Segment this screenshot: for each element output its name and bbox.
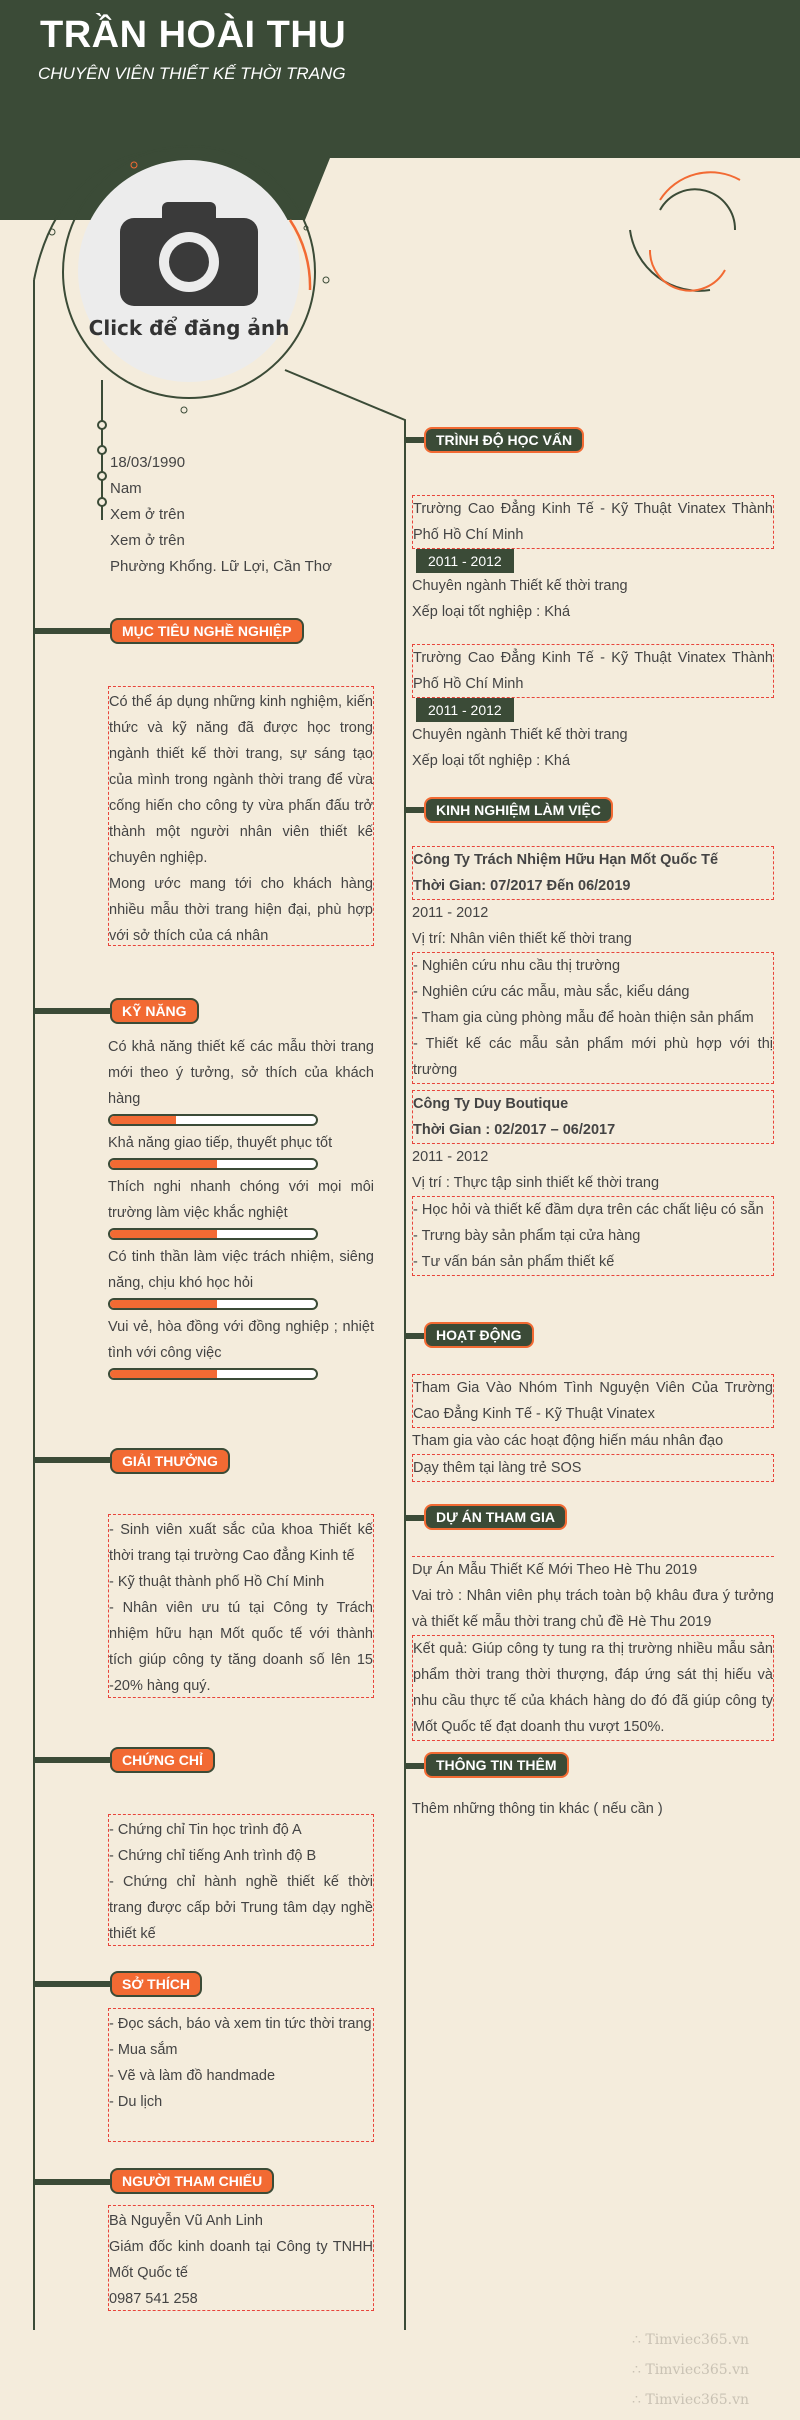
- skill-bar-fill: [110, 1370, 217, 1378]
- education-school[interactable]: Trường Cao Đẳng Kinh Tế - Kỹ Thuật Vinatex Thành Phố Hồ Chí Minh: [412, 644, 774, 698]
- experience-dates: 2011 - 2012: [412, 1149, 489, 1165]
- skill-label: Khả năng giao tiếp, thuyết phục tốt: [108, 1135, 333, 1151]
- education-grade: Xếp loại tốt nghiệp : Khá: [412, 604, 571, 620]
- experience-task: - Nghiên cứu nhu cầu thị trường: [413, 958, 621, 974]
- skill-bar: [108, 1114, 318, 1126]
- activities-title: HOẠT ĐỘNG: [424, 1322, 534, 1348]
- certificates-title: CHỨNG CHỈ: [110, 1747, 215, 1773]
- watermark: ∴ Timviec365.vn: [632, 2332, 750, 2348]
- hobbies-box[interactable]: [108, 2008, 374, 2142]
- experience-item: [412, 846, 774, 1084]
- skill-label: Có khả năng thiết kế các mẫu thời trang mới theo ý tưởng, sở thích của khách hàng: [108, 1039, 374, 1107]
- education-title: TRÌNH ĐỘ HỌC VẤN: [424, 427, 584, 453]
- objective-title: MỤC TIÊU NGHỀ NGHIỆP: [110, 618, 304, 644]
- watermark: ∴ Timviec365.vn: [632, 2362, 750, 2378]
- experience-task: - Tham gia cùng phòng mẫu để hoàn thiện sản phẩm: [413, 1010, 754, 1026]
- hobby-line: - Vẽ và làm đồ handmade: [109, 2068, 276, 2084]
- photo-upload-label: Click để đăng ảnh: [88, 316, 290, 340]
- education-dates: 2011 - 2012: [416, 549, 514, 573]
- experience-title: KINH NGHIỆM LÀM VIỆC: [424, 797, 613, 823]
- skill-bar-fill: [110, 1230, 217, 1238]
- activity-line: Tham gia vào các hoạt động hiến máu nhân đạo: [412, 1433, 724, 1449]
- skill-bar-fill: [110, 1116, 176, 1124]
- skill-label: Thích nghi nhanh chóng với mọi môi trường làm việc khắc nghiệt: [108, 1179, 374, 1221]
- experience-company: Công Ty Trách Nhiệm Hữu Hạn Mốt Quốc Tế: [413, 852, 719, 868]
- extra-title: THÔNG TIN THÊM: [424, 1752, 569, 1778]
- candidate-name: TRẦN HOÀI THU: [40, 14, 347, 56]
- experience-dates: 2011 - 2012: [412, 905, 489, 921]
- camera-icon: [120, 202, 258, 306]
- skill-bar-fill: [110, 1160, 217, 1168]
- experience-task: - Học hỏi và thiết kế đầm dựa trên các chất liệu có sẵn: [413, 1202, 764, 1218]
- experience-tasks[interactable]: [412, 952, 774, 1084]
- skill-bar-fill: [110, 1300, 217, 1308]
- certificate-line: - Chứng chỉ tiếng Anh trình độ B: [109, 1848, 317, 1864]
- awards-title: GIẢI THƯỞNG: [110, 1448, 230, 1474]
- reference-line: Bà Nguyễn Vũ Anh Linh: [109, 2213, 263, 2229]
- reference-title: NGƯỜI THAM CHIẾU: [110, 2168, 274, 2194]
- experience-company: Công Ty Duy Boutique: [413, 1096, 569, 1112]
- reference-line: 0987 541 258: [109, 2291, 198, 2307]
- experience-task: - Tư vấn bán sản phẩm thiết kế: [413, 1254, 615, 1270]
- email: Xem ở trên: [110, 532, 185, 549]
- education-dates: 2011 - 2012: [416, 698, 514, 722]
- experience-position: Vị trí: Nhân viên thiết kế thời trang: [412, 931, 632, 947]
- projects-title: DỰ ÁN THAM GIA: [424, 1504, 567, 1530]
- phone: Xem ở trên: [110, 506, 185, 523]
- skill-bar: [108, 1158, 318, 1170]
- experience-task: - Nghiên cứu các mẫu, màu sắc, kiểu dáng: [413, 984, 690, 1000]
- award-line: - Sinh viên xuất sắc của khoa Thiết kế thời trang tại trường Cao đẳng Kinh tế: [109, 1522, 373, 1564]
- activity-line[interactable]: Dạy thêm tại làng trẻ SOS: [412, 1454, 774, 1482]
- hobby-line: - Du lịch: [109, 2094, 163, 2110]
- education-school[interactable]: Trường Cao Đẳng Kinh Tế - Kỹ Thuật Vinatex Thành Phố Hồ Chí Minh: [412, 495, 774, 549]
- address: Phường Khổng. Lữ Lợi, Cần Thơ: [110, 558, 332, 575]
- certificates-box[interactable]: [108, 1814, 374, 1946]
- objective-paragraph: Có thể áp dụng những kinh nghiệm, kiến thức và kỹ năng đã được học trong ngành thiết kế thời trang, sự sáng tạo của mình trong ngành thời trang để vừa cống hiến cho công ty vừa phấn đấu trở thành một người nhân viên thiết kế chuyên nghiệp.: [109, 694, 373, 866]
- photo-upload[interactable]: [78, 160, 300, 382]
- skill-bar: [108, 1228, 318, 1240]
- activity-line[interactable]: Tham Gia Vào Nhóm Tình Nguyện Viên Của Trường Cao Đẳng Kinh Tế - Kỹ Thuật Vinatex: [412, 1374, 774, 1428]
- hobby-line: - Đọc sách, báo và xem tin tức thời trang: [109, 2016, 372, 2032]
- project-role: Vai trò : Nhân viên phụ trách toàn bộ khâu đưa ý tưởng và thiết kế mẫu thời trang chủ đề Hè Thu 2019: [412, 1588, 774, 1630]
- birthdate: 18/03/1990: [110, 454, 186, 471]
- certificate-line: - Chứng chỉ hành nghề thiết kế thời trang được cấp bởi Trung tâm dạy nghề thiết kế: [109, 1874, 373, 1942]
- job-title: CHUYÊN VIÊN THIẾT KẾ THỜI TRANG: [38, 64, 346, 83]
- hobbies-title: SỞ THÍCH: [110, 1971, 202, 1997]
- project-item: [412, 1556, 774, 1741]
- skills-title: KỸ NĂNG: [110, 998, 199, 1024]
- extra-text: Thêm những thông tin khác ( nếu cần ): [412, 1801, 663, 1817]
- skill-bar: [108, 1368, 318, 1380]
- experience-header[interactable]: [412, 1090, 774, 1144]
- skill-label: Vui vẻ, hòa đồng với đồng nghiệp ; nhiệt tình với công việc: [108, 1319, 374, 1361]
- gender: Nam: [110, 480, 142, 497]
- skills-list: [108, 1034, 374, 1384]
- education-item: [412, 644, 774, 774]
- skill-label: Có tinh thần làm việc trách nhiệm, siêng năng, chịu khó học hỏi: [108, 1249, 374, 1291]
- experience-period: Thời Gian: 07/2017 Đến 06/2019: [413, 878, 631, 894]
- hobby-line: - Mua sắm: [109, 2042, 178, 2058]
- objective-paragraph: Mong ước mang tới cho khách hàng nhiều mẫu thời trang hiện đại, phù hợp với sở thích của cá nhân: [109, 876, 373, 944]
- skill-bar: [108, 1298, 318, 1310]
- experience-header[interactable]: [412, 846, 774, 900]
- experience-item: [412, 1090, 774, 1276]
- experience-task: - Thiết kế các mẫu sản phẩm mới phù hợp với thị trường: [413, 1036, 773, 1078]
- education-major: Chuyên ngành Thiết kế thời trang: [412, 578, 628, 594]
- experience-period: Thời Gian : 02/2017 – 06/2017: [413, 1122, 616, 1138]
- awards-box[interactable]: [108, 1514, 374, 1698]
- objective-box[interactable]: [108, 686, 374, 946]
- award-line: - Nhân viên ưu tú tại Công ty Trách nhiệm hữu hạn Mốt quốc tế với thành tích giúp công ty tăng doanh số lên 15 -20% hàng quý.: [109, 1600, 373, 1694]
- project-name: Dự Án Mẫu Thiết Kế Mới Theo Hè Thu 2019: [412, 1556, 774, 1583]
- watermark: ∴ Timviec365.vn: [632, 2392, 750, 2408]
- certificate-line: - Chứng chỉ Tin học trình độ A: [109, 1822, 302, 1838]
- experience-position: Vị trí : Thực tập sinh thiết kế thời trang: [412, 1175, 660, 1191]
- experience-task: - Trưng bày sản phẩm tại cửa hàng: [413, 1228, 641, 1244]
- reference-line: Giám đốc kinh doanh tại Công ty TNHH Mốt Quốc tế: [109, 2239, 373, 2281]
- education-item: [412, 495, 774, 625]
- activities-list: [412, 1374, 774, 1482]
- experience-tasks[interactable]: [412, 1196, 774, 1276]
- education-grade: Xếp loại tốt nghiệp : Khá: [412, 753, 571, 769]
- award-line: - Kỹ thuật thành phố Hồ Chí Minh: [109, 1574, 325, 1590]
- education-major: Chuyên ngành Thiết kế thời trang: [412, 727, 628, 743]
- project-result[interactable]: Kết quả: Giúp công ty tung ra thị trường nhiều mẫu sản phẩm thời trang thời thượng, đáp ứng sát thị hiếu và nhu cầu thực tế của khách hàng do đó đã giúp công ty Mốt Quốc tế đạt doanh thu vượt 150%.: [412, 1635, 774, 1741]
- reference-box[interactable]: [108, 2205, 374, 2311]
